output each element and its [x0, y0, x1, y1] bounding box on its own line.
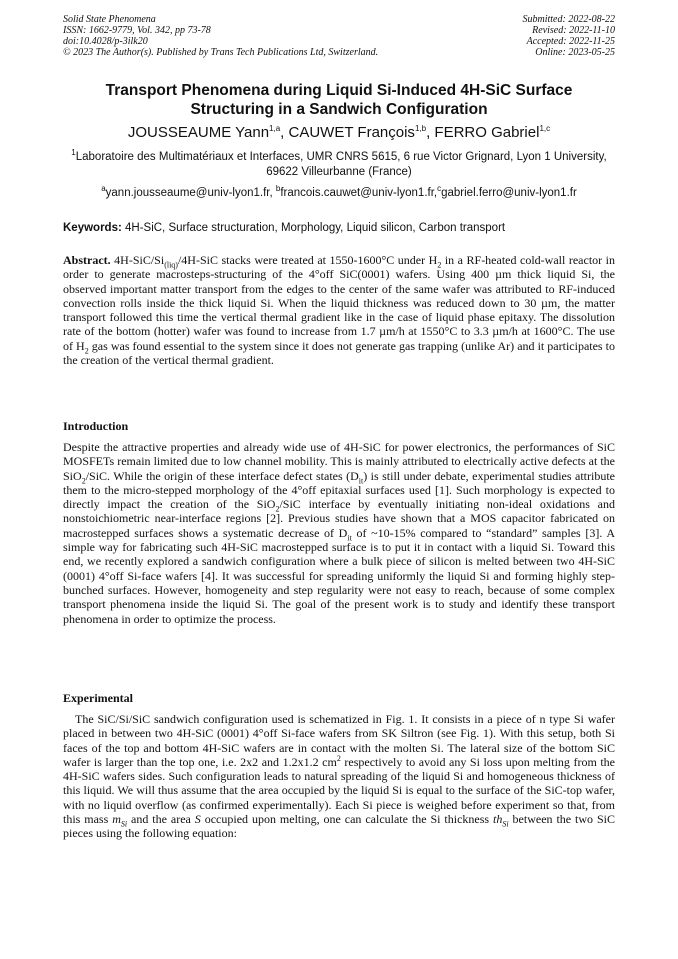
body-text: occupied upon melting, one can calculate the Si thickness [200, 812, 494, 827]
keywords [63, 221, 615, 236]
abstract [63, 253, 615, 367]
subscript: 2 [275, 504, 280, 514]
abstract-text: in a RF-heated cold-wall reactor in order to generate macrosteps-structuring of the 4°off SiC(0001) wafers. Using 400 µm thick liquid Si, the observed important matter transport from the edges to the center of the same wafer was attributed to RF-induced convection rolls inside the thick liquid Si. When the liquid thickness was reduced down to 30 µm, the matter transport followed this time the vertical thermal gradient like in the case of liquid phase epitaxy. The dissolution rate of the bottom (hotter) wafer was found to increase from 1.7 µm/h at 1550°C to 3.3 µm/h at 1600°C. The use of H [63, 253, 615, 353]
paper-title [63, 81, 615, 119]
submitted-date: Submitted: 2022-08-22 [522, 14, 615, 25]
subscript: it [358, 475, 364, 485]
introduction-heading: Introduction [63, 419, 129, 433]
body-text: The SiC/Si/SiC sandwich configuration used is schematized in Fig. 1. It consists in a piece of n type Si wafer placed in between two 4H-SiC (0001) 4°off Si-face wafers from SK Siltron (see Fig. 1). With this setup, both Si faces of the top and bottom 4H-SiC wafers are in contact with the molten Si. The lateral size of the bottom SiC wafer is larger than the top one, i.e. 2x2 and 1.2x1.2 cm [63, 712, 615, 769]
title-line-2: Structuring in a Sandwich Configuration [190, 101, 488, 118]
revised-date: Revised: 2022-11-10 [532, 25, 615, 36]
author-3: FERRO Gabriel [434, 124, 540, 141]
body-text: between the two SiC pieces using the following equation: [63, 812, 615, 841]
subscript: (liq) [164, 260, 178, 270]
author-2-affil: 1,b [414, 124, 427, 133]
affiliation [63, 150, 615, 180]
introduction-body [63, 440, 615, 626]
journal-header-right [523, 14, 616, 58]
online-date: Online: 2023-05-25 [535, 47, 615, 58]
body-text: of ~10-15% compared to “standard” samples [3]. A simple way for fabricating such 4H-SiC macrostepped surface is to put it in contact with a liquid Si. Toward this end, we recently explored a sandwich configuration where a bulk piece of silicon is melted between two 4H-SiC (0001) 4°off Si-face wafers [4]. It was successful for spreading uniformly the liquid Si and forming highly step-bunched surfaces. However, homogeneity and step regularity were not easy to reach, because of some complex transport phenomena inside the liquid Si. The goal of the present work is to study and identify these transport phenomena in order to optimize the process. [63, 525, 615, 626]
body-text: /SiC. While the origin of these interface defect states (D [85, 468, 359, 483]
author-3-affil: 1,c [539, 124, 551, 133]
math-variable: m [112, 812, 121, 827]
keywords-text: 4H-SiC, Surface structuration, Morphology, Liquid silicon, Carbon transport [121, 222, 506, 234]
body-text: Despite the attractive properties and already wide use of 4H-SiC for power electronics, the performances of SiC MOSFETs remain limited due to low channel mobility. This is mainly attributed to electrically active defects at the SiO [63, 440, 615, 483]
author-emails [63, 186, 615, 201]
copyright-line: © 2023 The Author(s). Published by Trans Tech Publications Ltd, Switzerland. [63, 47, 379, 58]
author-2: CAUWET François [288, 124, 415, 141]
math-subscript: Si [120, 819, 128, 829]
email-marker-a: a [101, 184, 106, 194]
journal-name: Solid State Phenomena [63, 14, 156, 25]
experimental-body [63, 712, 615, 841]
doi-line: doi:10.4028/p-3ilk20 [63, 36, 148, 47]
author-1: JOUSSEAUME Yann [127, 124, 270, 141]
author-separator: , [280, 124, 289, 141]
body-text: and the area [127, 812, 195, 827]
email-marker-b: b [275, 184, 281, 194]
body-text: respectively to avoid any Si loss upon melting from the 4H-SiC wafers sides. Such configuration leads to natural spreading of the liquid Si and homogeneous thickness of this liquid. We will thus assume that the area occupied by the liquid Si is equal to the surface of the SiC-top wafer, with no liquid overflow (as confirmed experimentally). Each Si piece is weighed before experiment so that, from this mass [63, 754, 616, 827]
subscript: 2 [81, 475, 86, 485]
affiliation-marker: 1 [71, 148, 76, 158]
issn-line: ISSN: 1662-9779, Vol. 342, pp 73-78 [63, 25, 211, 36]
affiliation-text: Laboratoire des Multimatériaux et Interfaces, UMR CNRS 5615, 6 rue Victor Grignard, Lyon 1 University, 69622 Villeurbanne (France) [75, 151, 607, 178]
author-list [63, 124, 615, 142]
accepted-date: Accepted: 2022-11-25 [526, 36, 615, 47]
abstract-text: gas was found essential to the system since it does not generate gas trapping (unlike Ar) and it participates to the creation of the vertical thermal gradient. [63, 338, 615, 368]
author-1-affil: 1,a [269, 124, 281, 133]
subscript: it [347, 533, 352, 543]
body-text: /SiC interface by eventually initiating non-ideal oxidations and nonstoichiometric near-interface regions [2]. Previous studies have shown that a MOS capacitor fabricated on macrostepped surfaces shows a systematic decrease of D [63, 497, 616, 540]
abstract-label: Abstract. [63, 253, 111, 267]
author-separator: , [426, 124, 435, 141]
title-line-1: Transport Phenomena during Liquid Si-Induced 4H-SiC Surface [105, 82, 573, 99]
email-marker-c: c [437, 184, 442, 194]
superscript: 2 [336, 753, 341, 763]
email-b: francois.cauwet@univ-lyon1.fr, [280, 187, 438, 199]
abstract-text: /4H-SiC stacks were treated at 1550-1600°C under H [177, 253, 438, 267]
body-text: ) is still under debate, experimental studies attribute them to the micro-stepped morphology of the 4°off epitaxial surfaces used [1]. Such morphology is expected to directly impact the creation of the SiO [63, 468, 615, 512]
experimental-heading: Experimental [63, 691, 133, 705]
math-variable: th [493, 812, 503, 827]
email-c: gabriel.ferro@univ-lyon1.fr [441, 187, 577, 199]
math-subscript: Si [502, 819, 509, 829]
subscript: 2 [437, 260, 442, 270]
keywords-label: Keywords: [63, 222, 122, 234]
abstract-text: 4H-SiC/Si [110, 253, 165, 267]
journal-header-left [63, 14, 378, 58]
math-variable: S [194, 812, 201, 827]
subscript: 2 [84, 346, 89, 356]
email-a: yann.jousseaume@univ-lyon1.fr, [105, 187, 276, 199]
